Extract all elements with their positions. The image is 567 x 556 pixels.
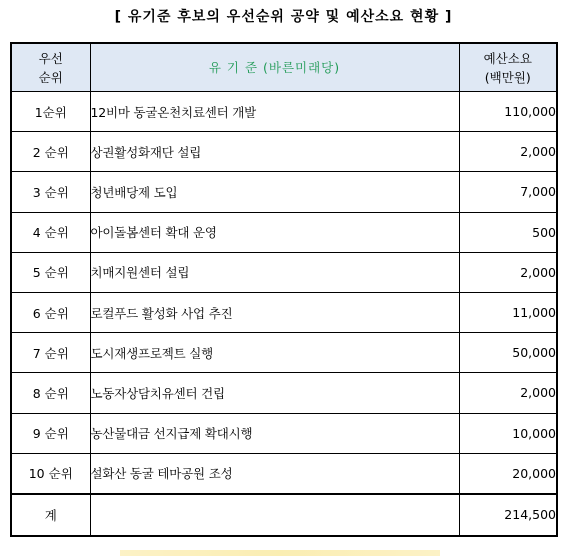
- pledge-budget-table: [10, 42, 558, 537]
- pledge-cell: 청년배당제 도입: [90, 172, 459, 212]
- budget-cell: 50,000: [459, 333, 557, 373]
- budget-cell: 7,000: [459, 172, 557, 212]
- table-total-row: [11, 494, 557, 536]
- budget-cell: 2,000: [459, 252, 557, 292]
- table-row: [11, 252, 557, 292]
- budget-cell: 110,000: [459, 92, 557, 132]
- table-row: [11, 413, 557, 453]
- total-label: 계: [11, 494, 90, 536]
- budget-cell: 2,000: [459, 132, 557, 172]
- table-row: [11, 453, 557, 494]
- table-row: [11, 292, 557, 332]
- table-row: [11, 132, 557, 172]
- table-body: [11, 92, 557, 494]
- table-row: [11, 172, 557, 212]
- rank-cell: 1순위: [11, 92, 90, 132]
- table-row: [11, 212, 557, 252]
- pledge-cell: 노동자상담치유센터 건립: [90, 373, 459, 413]
- pledge-cell: 농산물대금 선지급제 확대시행: [90, 413, 459, 453]
- table-row: [11, 92, 557, 132]
- rank-cell: 5 순위: [11, 252, 90, 292]
- budget-cell: 10,000: [459, 413, 557, 453]
- pledge-cell: 아이돌봄센터 확대 운영: [90, 212, 459, 252]
- pledge-cell: 설화산 동굴 테마공원 조성: [90, 453, 459, 494]
- rank-cell: 3 순위: [11, 172, 90, 212]
- pledge-cell: 치매지원센터 설립: [90, 252, 459, 292]
- pledge-cell: 도시재생프로젝트 실행: [90, 333, 459, 373]
- pledge-cell: 12비마 동굴온천치료센터 개발: [90, 92, 459, 132]
- rank-header-line2: 순위: [38, 69, 63, 85]
- rank-cell: 7 순위: [11, 333, 90, 373]
- rank-cell: 6 순위: [11, 292, 90, 332]
- budget-cell: 20,000: [459, 453, 557, 494]
- budget-column-header: [459, 43, 557, 92]
- rank-cell: 2 순위: [11, 132, 90, 172]
- table-row: [11, 333, 557, 373]
- budget-cell: 11,000: [459, 292, 557, 332]
- table-header-row: [11, 43, 557, 92]
- pledge-cell: 상권활성화재단 설립: [90, 132, 459, 172]
- rank-cell: 9 순위: [11, 413, 90, 453]
- table-row: [11, 373, 557, 413]
- pledge-cell: 로컬푸드 활성화 사업 추진: [90, 292, 459, 332]
- total-budget: 214,500: [459, 494, 557, 536]
- rank-cell: 8 순위: [11, 373, 90, 413]
- budget-cell: 2,000: [459, 373, 557, 413]
- decorative-highlight: [120, 550, 440, 556]
- rank-cell: 4 순위: [11, 212, 90, 252]
- rank-column-header: [11, 43, 90, 92]
- page-title: [ 유기준 후보의 우선순위 공약 및 예산소요 현황 ]: [114, 9, 453, 25]
- budget-header-line1: 예산소요: [483, 50, 532, 66]
- rank-cell: 10 순위: [11, 453, 90, 494]
- total-pledge-cell: [90, 494, 459, 536]
- rank-header-line1: 우선: [38, 50, 63, 66]
- pledge-column-header: 유 기 준 (바른미래당): [90, 43, 459, 92]
- budget-header-line2: (백만원): [484, 69, 531, 85]
- budget-cell: 500: [459, 212, 557, 252]
